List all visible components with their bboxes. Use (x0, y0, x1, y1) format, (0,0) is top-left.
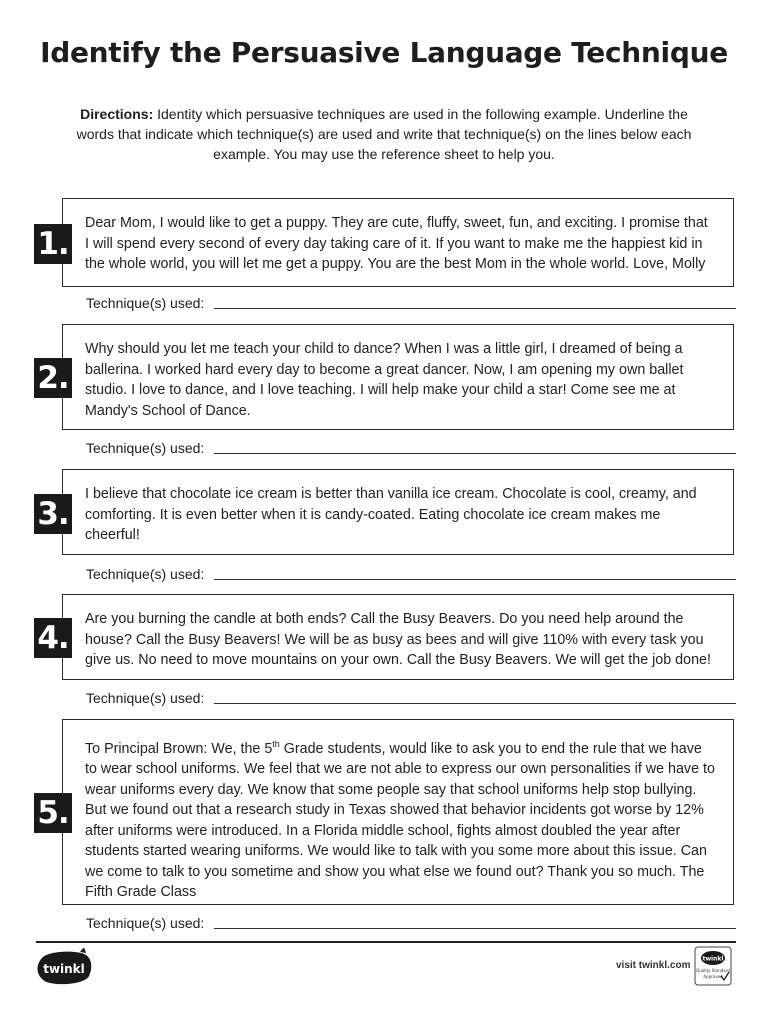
twinkl-logo-text: twinkl (43, 962, 85, 976)
question-box-4 (62, 594, 734, 680)
question-text-1: Dear Mom, I would like to get a puppy. They are cute, fluffy, sweet, fun, and exciting. I promise that I will spend every second of every day taking care of it. If you want to make me the happiest kid in the whole world, you will let me get a puppy. You are the best Mom in the whole world. Love, Molly (85, 215, 708, 272)
directions-label: Directions: (80, 106, 154, 122)
question-text-5-start: To Principal Brown: We, the 5 (85, 740, 273, 757)
technique-row-4 (86, 689, 736, 709)
footer-divider (36, 941, 736, 943)
directions-text: Identity which persuasive techniques are used in the following example. Underline the words that indicate which technique(s) are used and write that technique(s) on the lines below each example. You may use the reference sheet to help you. (76, 106, 692, 162)
technique-answer-line-2[interactable] (214, 453, 736, 454)
technique-row-5 (86, 914, 736, 934)
directions (64, 104, 704, 164)
question-box-3 (62, 469, 734, 555)
question-number-3: 3. (34, 494, 72, 534)
technique-row-3 (86, 565, 736, 585)
question-number-1: 1. (34, 224, 72, 264)
question-text-5-sup: th (272, 739, 280, 749)
badge-line-2: Approved (703, 974, 723, 979)
twinkl-logo (34, 948, 94, 988)
question-number-4: 4. (34, 618, 72, 658)
question-text-3: I believe that chocolate ice cream is better than vanilla ice cream. Chocolate is cool, creamy, and comforting. It is even better when it is candy-coated. Eating chocolate ice cream makes me cheerful! (85, 486, 697, 543)
question-box-1 (62, 198, 734, 287)
technique-row-1 (86, 294, 736, 314)
technique-row-2 (86, 439, 736, 459)
technique-label-5: Technique(s) used: (86, 915, 205, 931)
badge-logo-text: twinkl (702, 955, 724, 963)
technique-answer-line-4[interactable] (214, 703, 736, 704)
question-box-5 (62, 719, 734, 905)
technique-answer-line-5[interactable] (214, 928, 736, 929)
question-number-2: 2. (34, 358, 72, 398)
technique-label-2: Technique(s) used: (86, 440, 205, 456)
technique-label-4: Technique(s) used: (86, 690, 205, 706)
technique-answer-line-1[interactable] (214, 308, 736, 309)
visit-link[interactable]: visit twinkl.com (616, 960, 691, 971)
question-text-2: Why should you let me teach your child to dance? When I was a little girl, I dreamed of being a ballerina. I worked hard every day to become a great dancer. Now, I am opening my own ballet studio. I love to dance, and I love teaching. I will help make your child a star! Come see me at Mandy's School of Dance. (85, 341, 684, 419)
question-text-5-rest: Grade students, would like to ask you to end the rule that we have to wear school uniforms. We feel that we are not able to express our own personalities if we have to wear uniforms every day. We know that some people say that school uniforms help stop bullying. But we found out that a research study in Texas showed that behavior incidents got worse by 12% after uniforms were introduced. In a Florida middle school, fights almost doubled the year after students started wearing uniforms. We would like to talk with you some more about this issue. Can we come to talk to you sometime and show you what else we found out? Thank you so much. The Fifth Grade Class (85, 740, 715, 901)
question-number-5: 5. (34, 793, 72, 833)
technique-label-3: Technique(s) used: (86, 566, 205, 582)
badge-line-1: Quality Standard (696, 968, 730, 973)
page-title: Identify the Persuasive Language Technique (40, 36, 728, 69)
question-text-5 (85, 734, 715, 903)
question-text-4: Are you burning the candle at both ends? Call the Busy Beavers. Do you need help around the house? Call the Busy Beavers! We will be as busy as bees and will give 110% with every task you give us. No need to move mountains on your own. Call the Busy Beavers. We will get the job done! (85, 611, 711, 668)
question-box-2 (62, 324, 734, 430)
technique-answer-line-3[interactable] (214, 579, 736, 580)
quality-badge (694, 946, 732, 986)
technique-label-1: Technique(s) used: (86, 295, 205, 311)
